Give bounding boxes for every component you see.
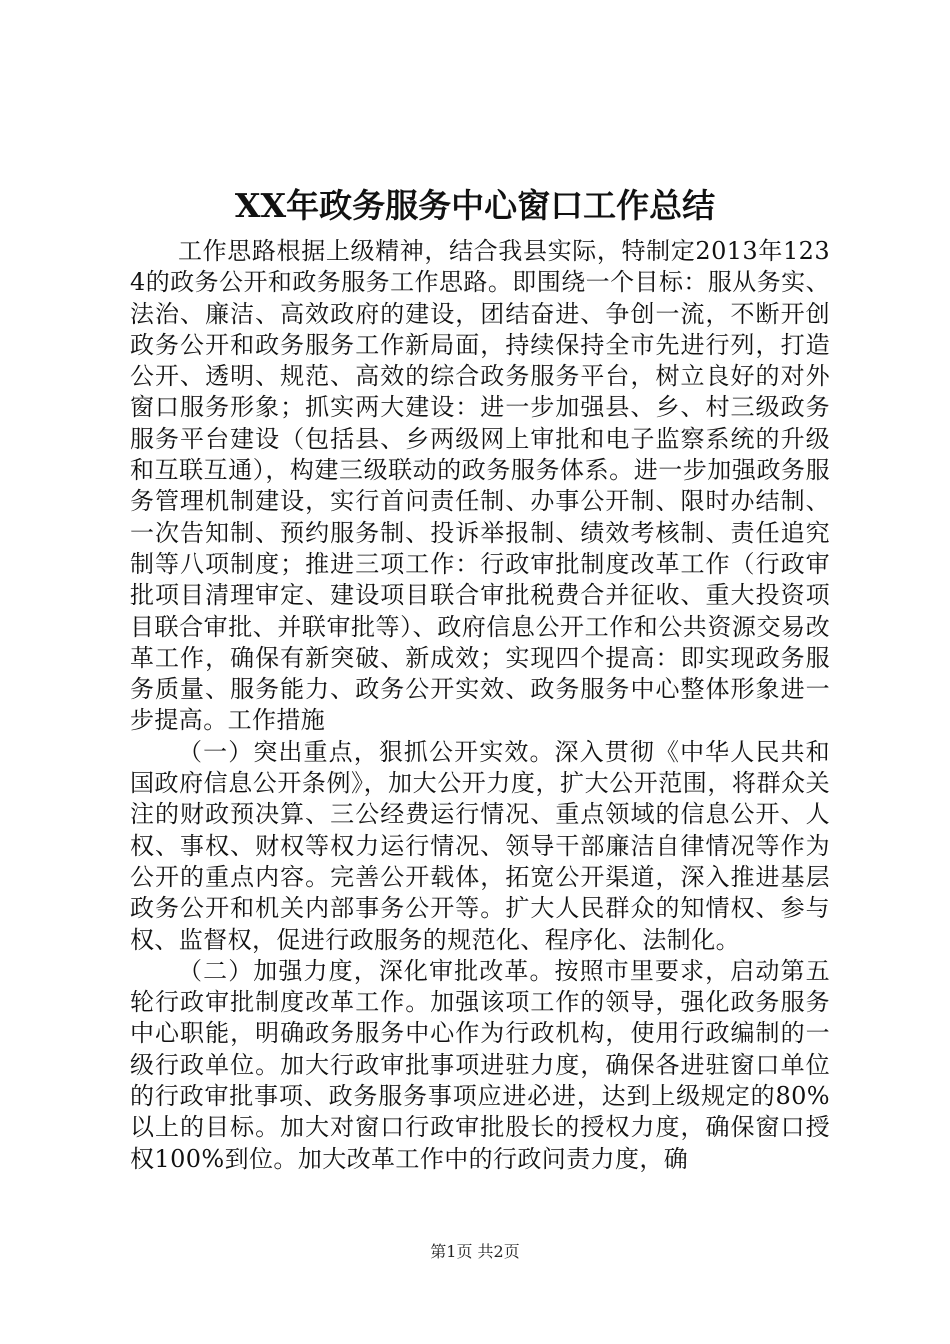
paragraph-measure-2: （二）加强力度，深化审批改革。按照市里要求，启动第五轮行政审批制度改革工作。加强该项工作的领导，强化政务服务中心职能，明确政务服务中心作为行政机构，使用行政编制的一级行政单位。加大行政审批事项进驻力度，确保各进驻窗口单位的行政审批事项、政务服务事项应进必进，达到上级规定的80%以上的目标。加大对窗口行政审批股长的授权力度，确保窗口授权100%到位。加大改革工作中的行政问责力度，确 [130,956,830,1173]
document-title: XX年政务服务中心窗口工作总结 [234,186,716,225]
document-body [130,236,830,1175]
page-number-footer: 第1页 共2页 [430,1242,520,1261]
paragraph-measure-1: （一）突出重点，狠抓公开实效。深入贯彻《中华人民共和国政府信息公开条例》，加大公开力度，扩大公开范围，将群众关注的财政预决算、三公经费运行情况、重点领域的信息公开、人权、事权、财权等权力运行情况、领导干部廉洁自律情况等作为公开的重点内容。完善公开载体，拓宽公开渠道，深入推进基层政务公开和机关内部事务公开等。扩大人民群众的知情权、参与权、监督权，促进行政服务的规范化、程序化、法制化。 [130,737,830,954]
paragraph-work-ideas: 工作思路根据上级精神，结合我县实际，特制定2013年1234的政务公开和政务服务工作思路。即围绕一个目标：服从务实、法治、廉洁、高效政府的建设，团结奋进、争创一流，不断开创政务公开和政务服务工作新局面，持续保持全市先进行列，打造公开、透明、规范、高效的综合政务服务平台，树立良好的对外窗口服务形象；抓实两大建设：进一步加强县、乡、村三级政务服务平台建设（包括县、乡两级网上审批和电子监察系统的升级和互联互通），构建三级联动的政务服务体系。进一步加强政务服务管理机制建设，实行首问责任制、办事公开制、限时办结制、一次告知制、预约服务制、投诉举报制、绩效考核制、责任追究制等八项制度；推进三项工作：行政审批制度改革工作（行政审批项目清理审定、建设项目联合审批税费合并征收、重大投资项目联合审批、并联审批等）、政府信息公开工作和公共资源交易改革工作，确保有新突破、新成效；实现四个提高：即实现政务服务质量、服务能力、政务公开实效、政务服务中心整体形象进一步提高。工作措施 [130,237,830,735]
